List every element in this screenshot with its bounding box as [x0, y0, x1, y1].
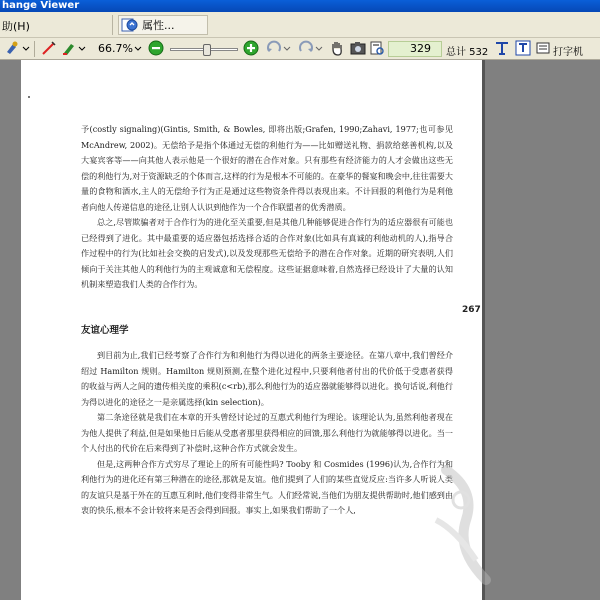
- window-title: hange Viewer: [2, 0, 80, 11]
- document-page: [21, 60, 482, 600]
- toolbar-separator: [34, 41, 35, 57]
- text-tool-button[interactable]: [493, 40, 511, 58]
- page-speck: [28, 96, 30, 98]
- page-view-button[interactable]: [368, 40, 386, 58]
- properties-button[interactable]: [118, 15, 208, 35]
- select-tool-button[interactable]: [2, 40, 32, 58]
- section-heading: 友谊心理学: [81, 324, 129, 336]
- window-title-bar: [0, 0, 600, 12]
- paragraph: 总之,尽管欺骗者对于合作行为的进化至关重要,但是其他几种能够促进合作行为的适应器很有可能也已经得到了进化。其中最重要的适应器包括选择合适的合作对象(比如具有真诚的利他动机的人),指导合作过程中的行为(比如社会交换的启发式),以及发现那些无偿给予的潜在合作对象。近期的研究表明,人们倾向于关注其他人的利他行为的主观诚意和无偿程度。这些证据意味着,自然选择已经设计了大量的认知机制来塑造我们人类的合作行为。: [81, 217, 453, 289]
- hand-tool-button[interactable]: [328, 40, 346, 58]
- paragraph: 予(costly signaling)(Gintis, Smith, & Bowles, 即将出版;Grafen, 1990;Zahavi, 1977;也可参见 McAndrew, 2002)。无偿给予是指个体通过无偿的利他行为——比如赠送礼物、捐款给慈善机构,以及大宴宾客等——向其他人表示他是一个很好的潜在合作对象。只有那些有经济能力的人才会做出这些无偿的利他行为,对于资源缺乏的个体而言,这样的行为是根本不可能的。在豪华的餐宴和晚会中,往往需要大量的食物和酒水,主人的无偿给予行为正是通过这些物资条件得以表现出来。不计回报的利他行为是利他者向他人传递信息的途径,让别人认识到他作为一个合作联盟者的优秀潜质。: [81, 124, 453, 212]
- highlighter-icon: [61, 40, 89, 59]
- rotate-right-button[interactable]: [296, 40, 326, 58]
- zoom-out-icon: [148, 40, 164, 59]
- paragraph: 但是,这两种合作方式穷尽了理论上的所有可能性吗? Tooby 和 Cosmides (1996)认为,合作行为和利他行为的进化还有第三种潜在的途径,那就是友谊。他们提到了人们的某些直觉反应:当许多人听说人类的友谊只是基于外在的互惠互利时,他们变得非常生气。人们经常说,当他们为朋友提供帮助时,他们感到由衷的快乐,根本不会计较将来是否会得到回报。事实上,如果我们帮助了一个人,: [81, 458, 453, 515]
- zoom-in-button[interactable]: [242, 40, 260, 58]
- properties-label: 属性...: [142, 19, 175, 32]
- camera-icon: [350, 40, 366, 59]
- typewriter-label[interactable]: 打字机: [553, 47, 583, 58]
- toolbar: [0, 38, 600, 60]
- hand-icon: [329, 40, 345, 59]
- menu-separator: [112, 15, 113, 35]
- zoom-slider[interactable]: [170, 48, 238, 51]
- highlighter-tool-button[interactable]: [60, 40, 90, 58]
- chevron-down-icon: [133, 43, 143, 56]
- menu-bar: [0, 12, 600, 38]
- snapshot-button[interactable]: [349, 40, 367, 58]
- typewriter-icon: [536, 41, 550, 58]
- page-view-icon: [369, 40, 385, 59]
- red-line-icon: [41, 40, 57, 59]
- zoom-out-button[interactable]: [147, 40, 165, 58]
- current-page-field[interactable]: 329: [388, 41, 442, 57]
- zoom-level-field[interactable]: 66.7%: [93, 41, 145, 57]
- menu-help[interactable]: 助(H): [2, 20, 30, 33]
- paragraph: 到目前为止,我们已经考察了合作行为和利他行为得以进化的两条主要途径。在第八章中,我们曾经介绍过 Hamilton 规则。Hamilton 规则预测,在整个进化过程中,只要利他者付出的代价低于受惠者获得的收益与两人之间的遗传相关度的乘积(c<rb),那么利他行为的适应器就能够得以进化。换句话说,利他行为得以进化的途径之一是亲属选择(kin selection)。: [81, 350, 453, 407]
- cursor-tools-icon: [3, 40, 31, 59]
- zoom-slider-thumb[interactable]: [203, 44, 211, 56]
- text-t-icon: [494, 40, 510, 59]
- page-text: [81, 122, 453, 519]
- text-box-tool-button[interactable]: [514, 40, 532, 58]
- document-viewer[interactable]: [0, 60, 600, 600]
- watermark-seal: [416, 460, 496, 600]
- properties-icon: [121, 17, 139, 33]
- text-box-icon: [515, 40, 531, 59]
- rotate-left-button[interactable]: [264, 40, 294, 58]
- typewriter-button[interactable]: [535, 40, 551, 58]
- rotate-left-icon: [265, 40, 293, 59]
- paragraph: 第二条途径就是我们在本章的开头曾经讨论过的互惠式利他行为理论。该理论认为,虽然利他者现在为他人提供了利益,但是如果他日后能从受惠者那里获得相应的回馈,那么利他行为就能够得以进化。当一个人付出的代价在后来得到了补偿时,这种合作方式就会发生。: [81, 412, 453, 453]
- page-number: 267: [462, 305, 481, 315]
- zoom-dropdown-button[interactable]: [132, 40, 144, 58]
- total-pages-label: 总计 532: [446, 47, 489, 58]
- rotate-right-icon: [297, 40, 325, 59]
- zoom-in-icon: [243, 40, 259, 59]
- line-tool-button[interactable]: [40, 40, 58, 58]
